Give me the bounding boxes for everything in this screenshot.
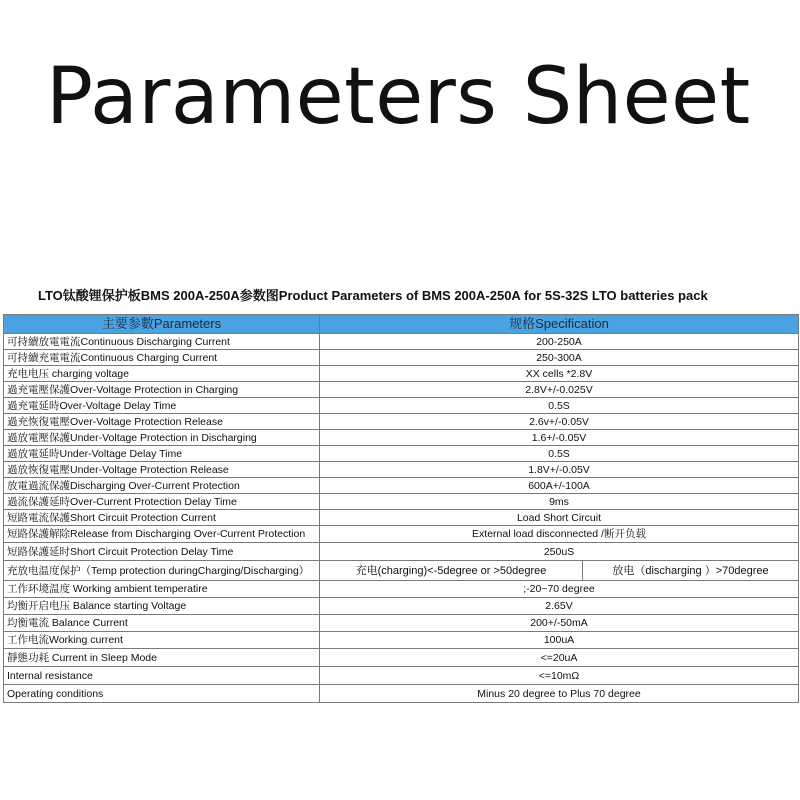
table-row bbox=[4, 581, 799, 598]
parameter-cell: 短路保護延时Short Circuit Protection Delay Time bbox=[4, 543, 320, 561]
specification-cell: ;-20~70 degree bbox=[320, 581, 799, 598]
table-row bbox=[4, 667, 799, 685]
table-row bbox=[4, 430, 799, 446]
parameter-cell: Internal resistance bbox=[4, 667, 320, 685]
specification-cell: 9ms bbox=[320, 494, 799, 510]
table-row bbox=[4, 649, 799, 667]
table-row bbox=[4, 446, 799, 462]
table-row bbox=[4, 494, 799, 510]
specification-cell: 600A+/-100A bbox=[320, 478, 799, 494]
table-row bbox=[4, 526, 799, 543]
specification-cell: 200+/-50mA bbox=[320, 615, 799, 632]
table-title: LTO钛酸锂保护板BMS 200A-250A参数图Product Parameters of BMS 200A-250A for 5S-32S LTO batteries pack bbox=[38, 288, 708, 303]
parameter-cell: 短路保護解除Release from Discharging Over-Current Protection bbox=[4, 526, 320, 543]
table-row bbox=[4, 685, 799, 703]
parameter-cell: Operating conditions bbox=[4, 685, 320, 703]
specification-cell: 200-250A bbox=[320, 334, 799, 350]
specification-cell: <=10mΩ bbox=[320, 667, 799, 685]
specification-cell: 0.5S bbox=[320, 398, 799, 414]
parameter-cell: 過充電壓保護Over-Voltage Protection in Charging bbox=[4, 382, 320, 398]
table-header-row bbox=[4, 315, 799, 334]
table-row bbox=[4, 398, 799, 414]
table-row bbox=[4, 334, 799, 350]
parameter-cell: 工作环境温度 Working ambient temperatire bbox=[4, 581, 320, 598]
parameter-cell: 可持續充電電流Continuous Charging Current bbox=[4, 350, 320, 366]
specification-charging-cell: 充电(charging)<-5degree or >50degree bbox=[320, 561, 583, 581]
parameter-cell: 過放電延時Under-Voltage Delay Time bbox=[4, 446, 320, 462]
specification-cell: Minus 20 degree to Plus 70 degree bbox=[320, 685, 799, 703]
specification-cell: Load Short Circuit bbox=[320, 510, 799, 526]
parameter-cell: 可持續放電電流Continuous Discharging Current bbox=[4, 334, 320, 350]
specification-cell: 250-300A bbox=[320, 350, 799, 366]
parameter-cell: 短路電流保護Short Circuit Protection Current bbox=[4, 510, 320, 526]
parameter-cell: 過充電延時Over-Voltage Delay Time bbox=[4, 398, 320, 414]
parameter-cell: 工作电流Working current bbox=[4, 632, 320, 649]
page-title: Parameters Sheet bbox=[46, 52, 751, 142]
table-row bbox=[4, 632, 799, 649]
table-body bbox=[4, 334, 799, 703]
specification-cell: 2.8V+/-0.025V bbox=[320, 382, 799, 398]
table-row bbox=[4, 382, 799, 398]
parameter-cell: 充电电压 charging voltage bbox=[4, 366, 320, 382]
parameter-cell: 放電過流保護Discharging Over-Current Protection bbox=[4, 478, 320, 494]
table-row bbox=[4, 350, 799, 366]
specification-cell: External load disconnected /断开负载 bbox=[320, 526, 799, 543]
specification-cell: 1.6+/-0.05V bbox=[320, 430, 799, 446]
parameter-cell: 過放恢復電壓Under-Voltage Protection Release bbox=[4, 462, 320, 478]
column-header-parameters: 主要参數Parameters bbox=[4, 315, 320, 334]
specification-discharging-cell: 放电（discharging ）>70degree bbox=[583, 561, 799, 581]
table-row bbox=[4, 366, 799, 382]
table-row bbox=[4, 543, 799, 561]
specification-cell: 250uS bbox=[320, 543, 799, 561]
table-row bbox=[4, 462, 799, 478]
specification-cell: XX cells *2.8V bbox=[320, 366, 799, 382]
specification-cell: 1.8V+/-0.05V bbox=[320, 462, 799, 478]
parameter-cell: 靜態功耗 Current in Sleep Mode bbox=[4, 649, 320, 667]
table-row bbox=[4, 598, 799, 615]
column-header-specification: 规格Specification bbox=[320, 315, 799, 334]
parameter-cell: 均衡電流 Balance Current bbox=[4, 615, 320, 632]
parameter-cell: 過充恢復電壓Over-Voltage Protection Release bbox=[4, 414, 320, 430]
specification-cell: 2.65V bbox=[320, 598, 799, 615]
specification-cell: <=20uA bbox=[320, 649, 799, 667]
parameter-cell: 均衡开启电压 Balance starting Voltage bbox=[4, 598, 320, 615]
table-row bbox=[4, 510, 799, 526]
parameter-cell: 過放電壓保護Under-Voltage Protection in Discharging bbox=[4, 430, 320, 446]
parameters-table bbox=[3, 314, 799, 703]
specification-cell: 2.6v+/-0.05V bbox=[320, 414, 799, 430]
table-row bbox=[4, 414, 799, 430]
table-row bbox=[4, 561, 799, 581]
parameter-cell: 過流保護延時Over-Current Protection Delay Time bbox=[4, 494, 320, 510]
specification-cell: 0.5S bbox=[320, 446, 799, 462]
table-row bbox=[4, 615, 799, 632]
parameter-cell: 充放电温度保护（Temp protection duringCharging/Discharging） bbox=[4, 561, 320, 581]
specification-cell: 100uA bbox=[320, 632, 799, 649]
table-row bbox=[4, 478, 799, 494]
